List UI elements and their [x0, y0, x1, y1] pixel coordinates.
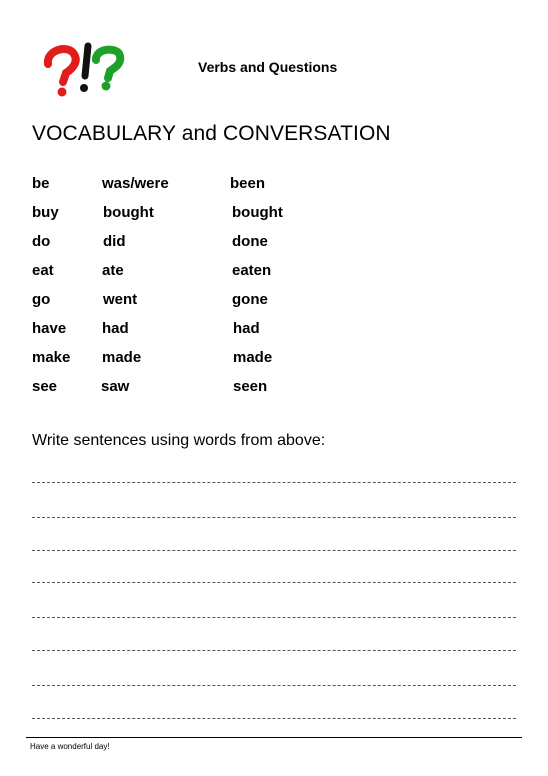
- participle-form: been: [230, 175, 266, 192]
- writing-line[interactable]: [32, 718, 516, 719]
- base-form: be: [32, 175, 50, 192]
- participle-form: bought: [232, 204, 283, 221]
- instruction-text: Write sentences using words from above:: [32, 432, 326, 449]
- past-form: ate: [102, 262, 124, 279]
- page-title: VOCABULARY and CONVERSATION: [32, 122, 391, 145]
- base-form: make: [32, 349, 71, 366]
- writing-line[interactable]: [32, 517, 516, 518]
- past-form: saw: [101, 378, 130, 395]
- writing-line[interactable]: [32, 550, 516, 551]
- participle-form: made: [233, 349, 273, 366]
- question-marks-icon: [42, 42, 128, 98]
- base-form: buy: [32, 204, 59, 221]
- base-form: do: [32, 233, 51, 250]
- past-form: had: [102, 320, 129, 337]
- past-form: did: [103, 233, 126, 250]
- participle-form: had: [233, 320, 260, 337]
- past-form: bought: [103, 204, 154, 221]
- participle-form: done: [232, 233, 268, 250]
- base-form: go: [32, 291, 51, 308]
- participle-form: gone: [232, 291, 268, 308]
- writing-line[interactable]: [32, 482, 516, 483]
- writing-line[interactable]: [32, 582, 516, 583]
- past-form: went: [103, 291, 138, 308]
- base-form: eat: [32, 262, 54, 279]
- base-form: have: [32, 320, 67, 337]
- base-form: see: [32, 378, 58, 395]
- writing-line[interactable]: [32, 685, 516, 686]
- participle-form: seen: [233, 378, 268, 395]
- writing-line[interactable]: [32, 650, 516, 651]
- past-form: made: [102, 349, 142, 366]
- writing-line[interactable]: [32, 617, 516, 618]
- header-title: Verbs and Questions: [198, 59, 338, 75]
- past-form: was/were: [102, 175, 169, 192]
- footer-text: Have a wonderful day!: [30, 742, 110, 751]
- participle-form: eaten: [232, 262, 272, 279]
- footer-divider: [26, 737, 522, 738]
